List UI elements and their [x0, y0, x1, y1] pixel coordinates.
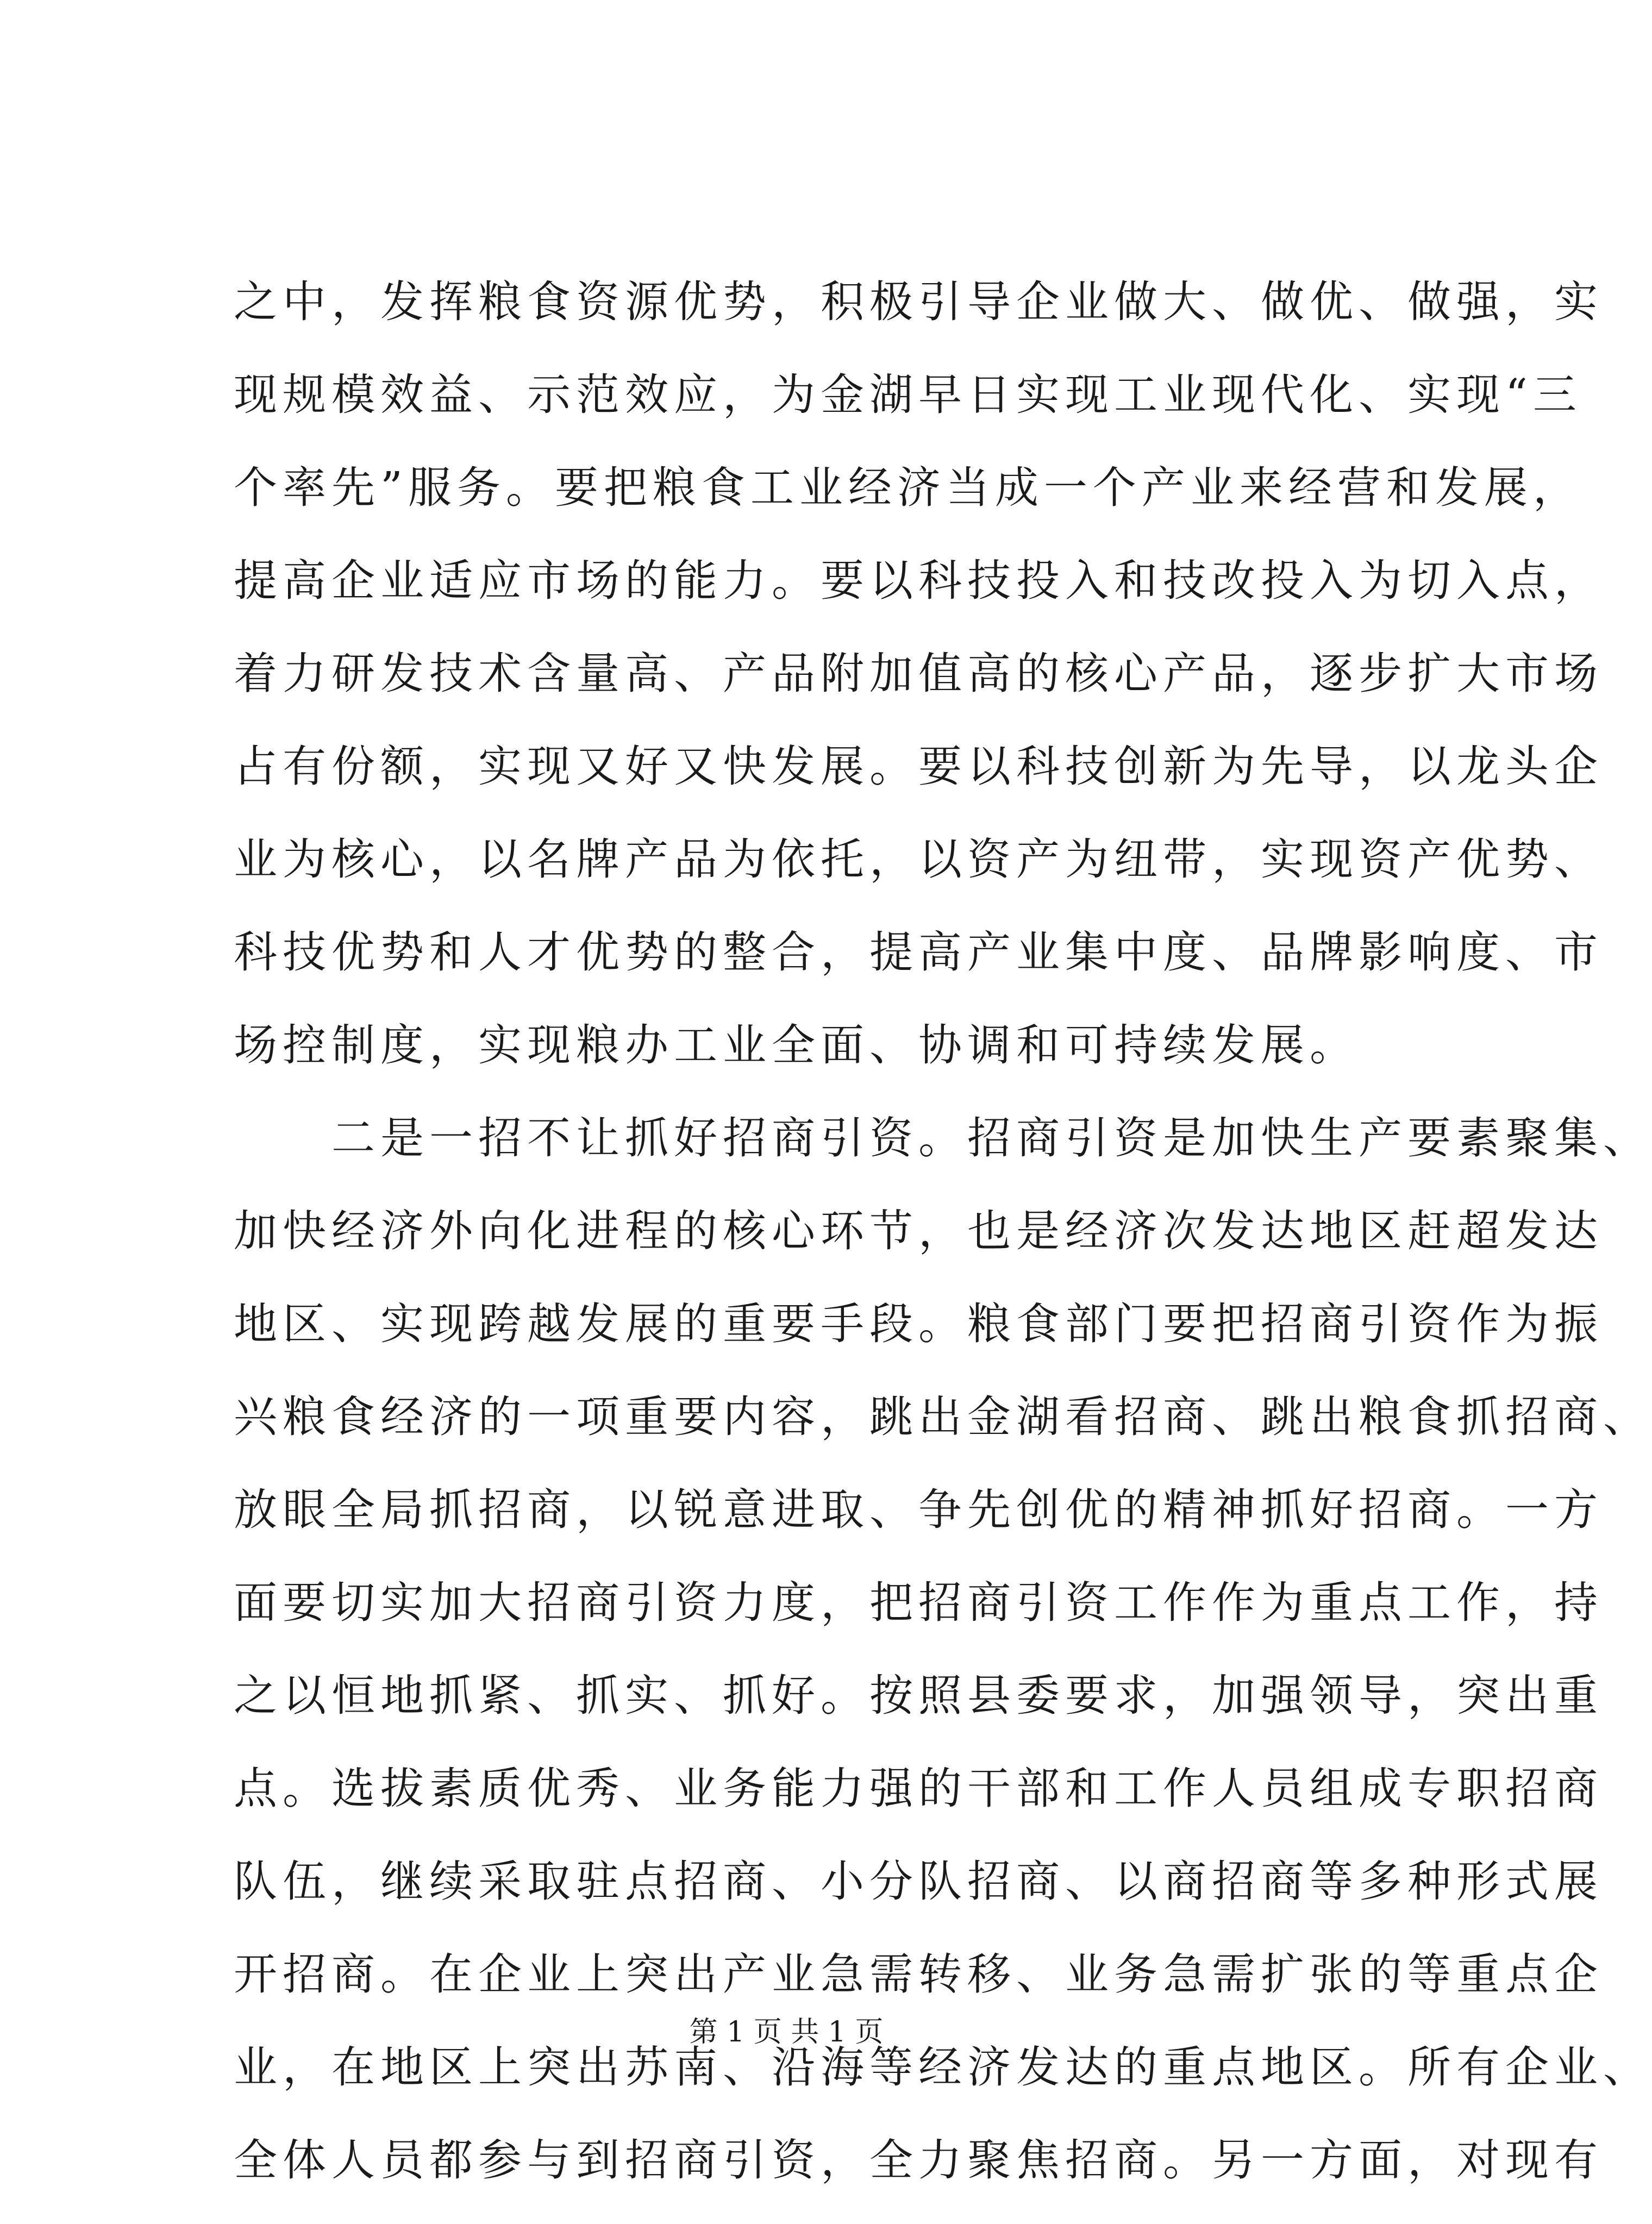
text-line: 业，在地区上突出苏南、沿海等经济发达的重点地区。所有企业、 — [234, 2042, 1652, 2093]
text-line: 占有份额，实现又好又快发展。要以科技创新为先导，以龙头企 — [234, 741, 1603, 792]
text-line: 全体人员都参与到招商引资，全力聚焦招商。另一方面，对现有 — [234, 2135, 1603, 2185]
text-line: 地区、实现跨越发展的重要手段。粮食部门要把招商引资作为振 — [234, 1299, 1603, 1349]
text-line: 着力研发技术含量高、产品附加值高的核心产品，逐步扩大市场 — [234, 648, 1603, 699]
text-line: 现规模效益、示范效应，为金湖早日实现工业现代化、实现“三 — [234, 369, 1582, 420]
text-line: 面要切实加大招商引资力度，把招商引资工作作为重点工作，持 — [234, 1577, 1603, 1628]
body-text — [234, 255, 1652, 2207]
text-line: 提高企业适应市场的能力。要以科技投入和技改投入为切入点， — [234, 555, 1603, 606]
page-footer: 第 1 页 共 1 页 — [689, 2016, 884, 2048]
text-line: 点。选拔素质优秀、业务能力强的干部和工作人员组成专职招商 — [234, 1763, 1603, 1814]
text-line: 开招商。在企业上突出产业急需转移、业务急需扩张的等重点企 — [234, 1949, 1603, 2000]
text-line: 业为核心，以名牌产品为依托，以资产为纽带，实现资产优势、 — [234, 834, 1603, 885]
text-line: 队伍，继续采取驻点招商、小分队招商、以商招商等多种形式展 — [234, 1856, 1603, 1907]
text-line: 科技优势和人才优势的整合，提高产业集中度、品牌影响度、市 — [234, 927, 1603, 978]
text-line: 之中，发挥粮食资源优势，积极引导企业做大、做优、做强，实 — [234, 277, 1603, 327]
paragraph-start-line: 二是一招不让抓好招商引资。招商引资是加快生产要素聚集、 — [234, 1113, 1652, 1163]
text-line: 兴粮食经济的一项重要内容，跳出金湖看招商、跳出粮食抓招商、 — [234, 1392, 1652, 1442]
text-line: 放眼全局抓招商，以锐意进取、争先创优的精神抓好招商。一方 — [234, 1484, 1603, 1535]
text-line: 之以恒地抓紧、抓实、抓好。按照县委要求，加强领导，突出重 — [234, 1670, 1603, 1721]
text-line: 个率先”服务。要把粮食工业经济当成一个产业来经营和发展， — [234, 462, 1582, 513]
text-line: 加快经济外向化进程的核心环节，也是经济次发达地区赶超发达 — [234, 1206, 1603, 1256]
text-line: 场控制度，实现粮办工业全面、协调和可持续发展。 — [234, 1020, 1359, 1070]
